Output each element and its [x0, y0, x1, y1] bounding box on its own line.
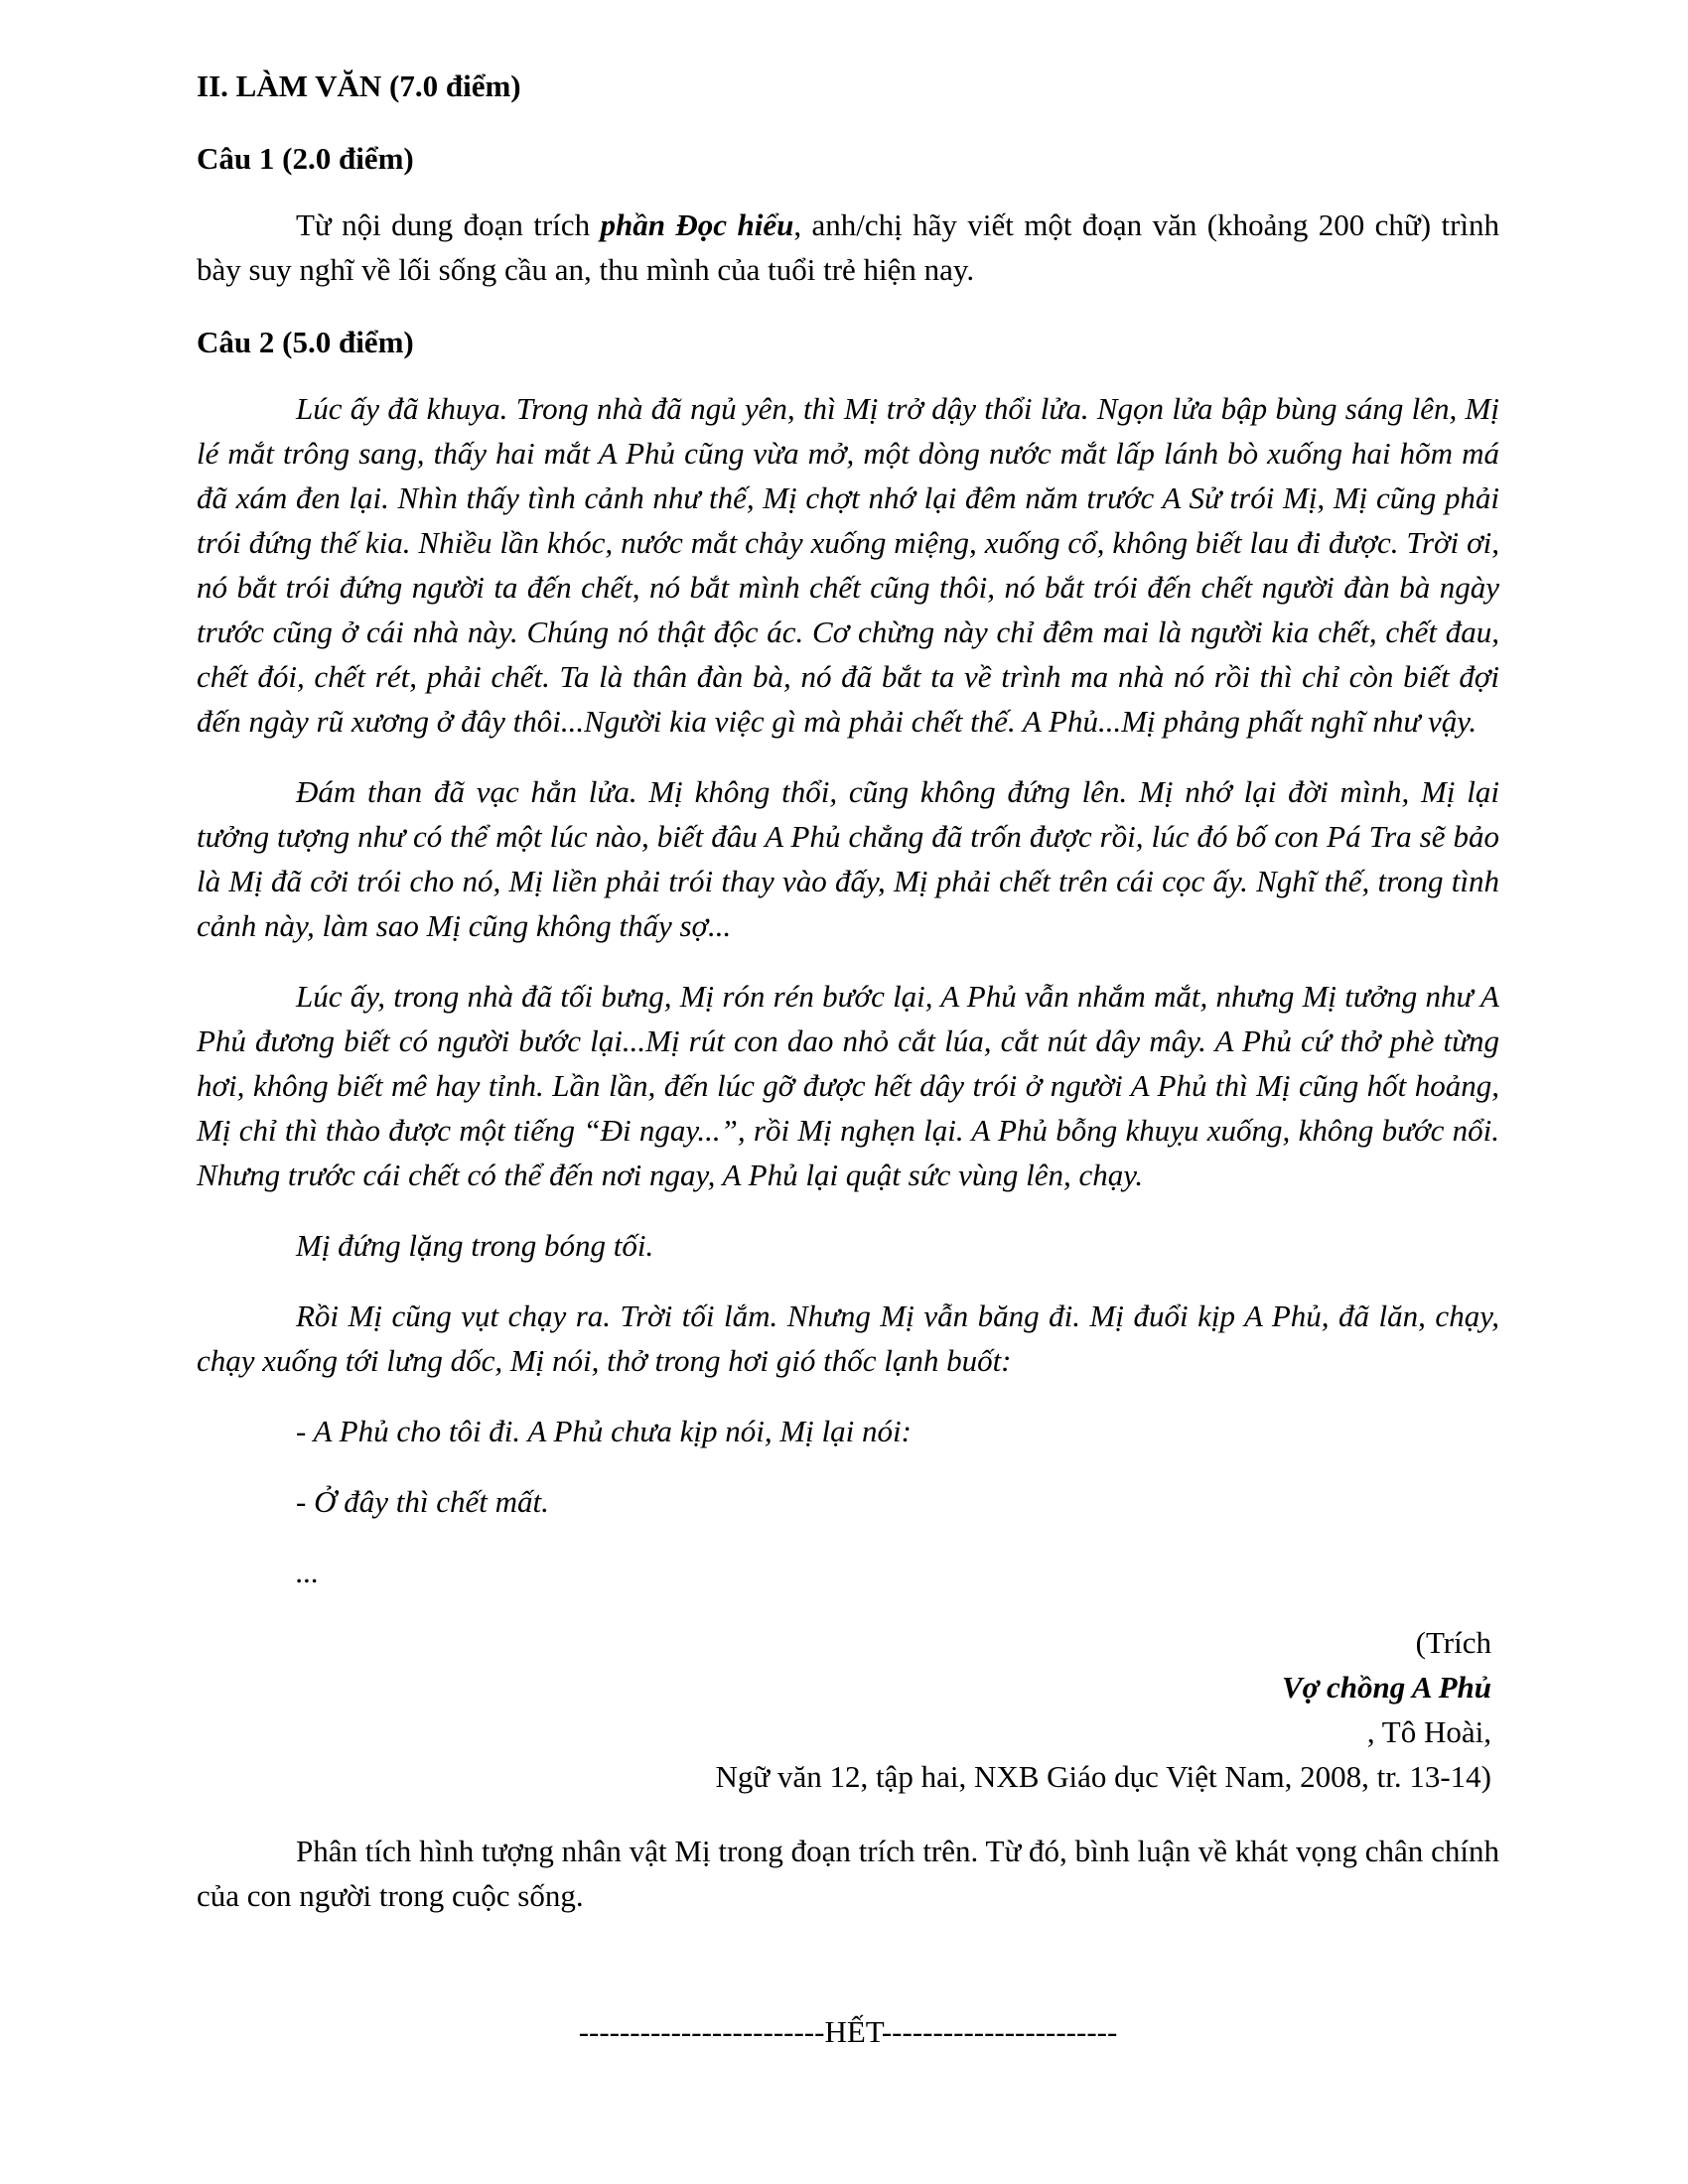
- excerpt-paragraph-2: Đám than đã vạc hẳn lửa. Mị không thổi, cũng không đứng lên. Mị nhớ lại đời mình, Mị lại tưởng tượng như có thể một lúc nào, biết đâu A Phủ chẳng đã trốn được rồi, lúc đó bố con Pá Tra sẽ bảo là Mị đã cởi trói cho nó, Mị liền phải trói thay vào đấy, Mị phải chết trên cái cọc ấy. Nghĩ thế, trong tình cảnh này, làm sao Mị cũng không thấy sợ...: [197, 774, 1499, 943]
- citation-work-title: Vợ chồng A Phủ: [1281, 1670, 1491, 1705]
- excerpt-dialogue-2: - Ở đây thì chết mất.: [296, 1484, 549, 1519]
- excerpt-paragraph-3: Lúc ấy, trong nhà đã tối bưng, Mị rón rén bước lại, A Phủ vẫn nhắm mắt, nhưng Mị tưởng như A Phủ đương biết có người bước lại...Mị rút con dao nhỏ cắt lúa, cắt nút dây mây. A Phủ cứ thở phè từng hơi, không biết mê hay tỉnh. Lần lần, đến lúc gỡ được hết dây trói ở người A Phủ thì Mị cũng hốt hoảng, Mị chỉ thì thào được một tiếng “Đi ngay...”, rồi Mị nghẹn lại. A Phủ bỗng khuỵu xuống, không bước nổi. Nhưng trước cái chết có thể đến nơi ngay, A Phủ lại quật sức vùng lên, chạy.: [197, 979, 1499, 1192]
- excerpt-paragraph-1: Lúc ấy đã khuya. Trong nhà đã ngủ yên, thì Mị trở dậy thổi lửa. Ngọn lửa bập bùng sáng lên, Mị lé mắt trông sang, thấy hai mắt A Phủ cũng vừa mở, một dòng nước mắt lấp lánh bò xuống hai hõm má đã xám đen lại. Nhìn thấy tình cảnh như thế, Mị chợt nhớ lại đêm năm trước A Sử trói Mị, Mị cũng phải trói đứng thế kia. Nhiều lần khóc, nước mắt chảy xuống miệng, xuống cổ, không biết lau đi được. Trời ơi, nó bắt trói đứng người ta đến chết, nó bắt mình chết cũng thôi, nó bắt trói đến chết người đàn bà ngày trước cũng ở cái nhà này. Chúng nó thật độc ác. Cơ chừng này chỉ đêm mai là người kia chết, chết đau, chết đói, chết rét, phải chết. Ta là thân đàn bà, nó đã bắt ta về trình ma nhà nó rồi thì chỉ còn biết đợi đến ngày rũ xương ở đây thôi...Người kia việc gì mà phải chết thế. A Phủ...Mị phảng phất nghĩ như vậy.: [197, 391, 1499, 739]
- citation-prefix: (Trích: [1415, 1625, 1491, 1660]
- section-title: II. LÀM VĂN (7.0 điểm): [197, 68, 521, 103]
- exam-page: [197, 56, 1499, 2054]
- question-1-text-start: Từ nội dung đoạn trích: [296, 207, 601, 242]
- question-2-prompt: Phân tích hình tượng nhân vật Mị trong đoạn trích trên. Từ đó, bình luận về khát vọng chân chính của con người trong cuộc sống.: [197, 1834, 1499, 1913]
- citation-author: , Tô Hoài,: [1366, 1714, 1491, 1749]
- excerpt-dialogue-1: - A Phủ cho tôi đi. A Phủ chưa kịp nói, Mị lại nói:: [296, 1414, 912, 1448]
- end-marker: ------------------------HẾT-----------------------: [578, 2014, 1118, 2049]
- citation-line-1: [197, 1620, 1491, 1754]
- excerpt-ellipsis: ...: [296, 1555, 320, 1589]
- question-2-title: Câu 2 (5.0 điểm): [197, 325, 414, 359]
- excerpt-paragraph-4: Mị đứng lặng trong bóng tối.: [296, 1228, 654, 1263]
- citation-line-2: Ngữ văn 12, tập hai, NXB Giáo dục Việt Nam, 2008, tr. 13-14): [715, 1759, 1491, 1794]
- citation: [197, 1620, 1491, 1799]
- question-1-title: Câu 1 (2.0 điểm): [197, 141, 414, 176]
- question-1-text-end: , anh/chị hãy viết một đoạn văn (khoảng 200 chữ) trình bày suy nghĩ về lối sống cầu an, thu mình của tuổi trẻ hiện nay.: [197, 207, 1500, 287]
- question-1-text-emphasis: phần Đọc hiểu: [600, 207, 794, 242]
- excerpt-paragraph-5: Rồi Mị cũng vụt chạy ra. Trời tối lắm. Nhưng Mị vẫn băng đi. Mị đuổi kịp A Phủ, đã lăn, chạy, chạy xuống tới lưng dốc, Mị nói, thở trong hơi gió thốc lạnh buốt:: [197, 1298, 1499, 1378]
- question-1-text: [197, 203, 1499, 292]
